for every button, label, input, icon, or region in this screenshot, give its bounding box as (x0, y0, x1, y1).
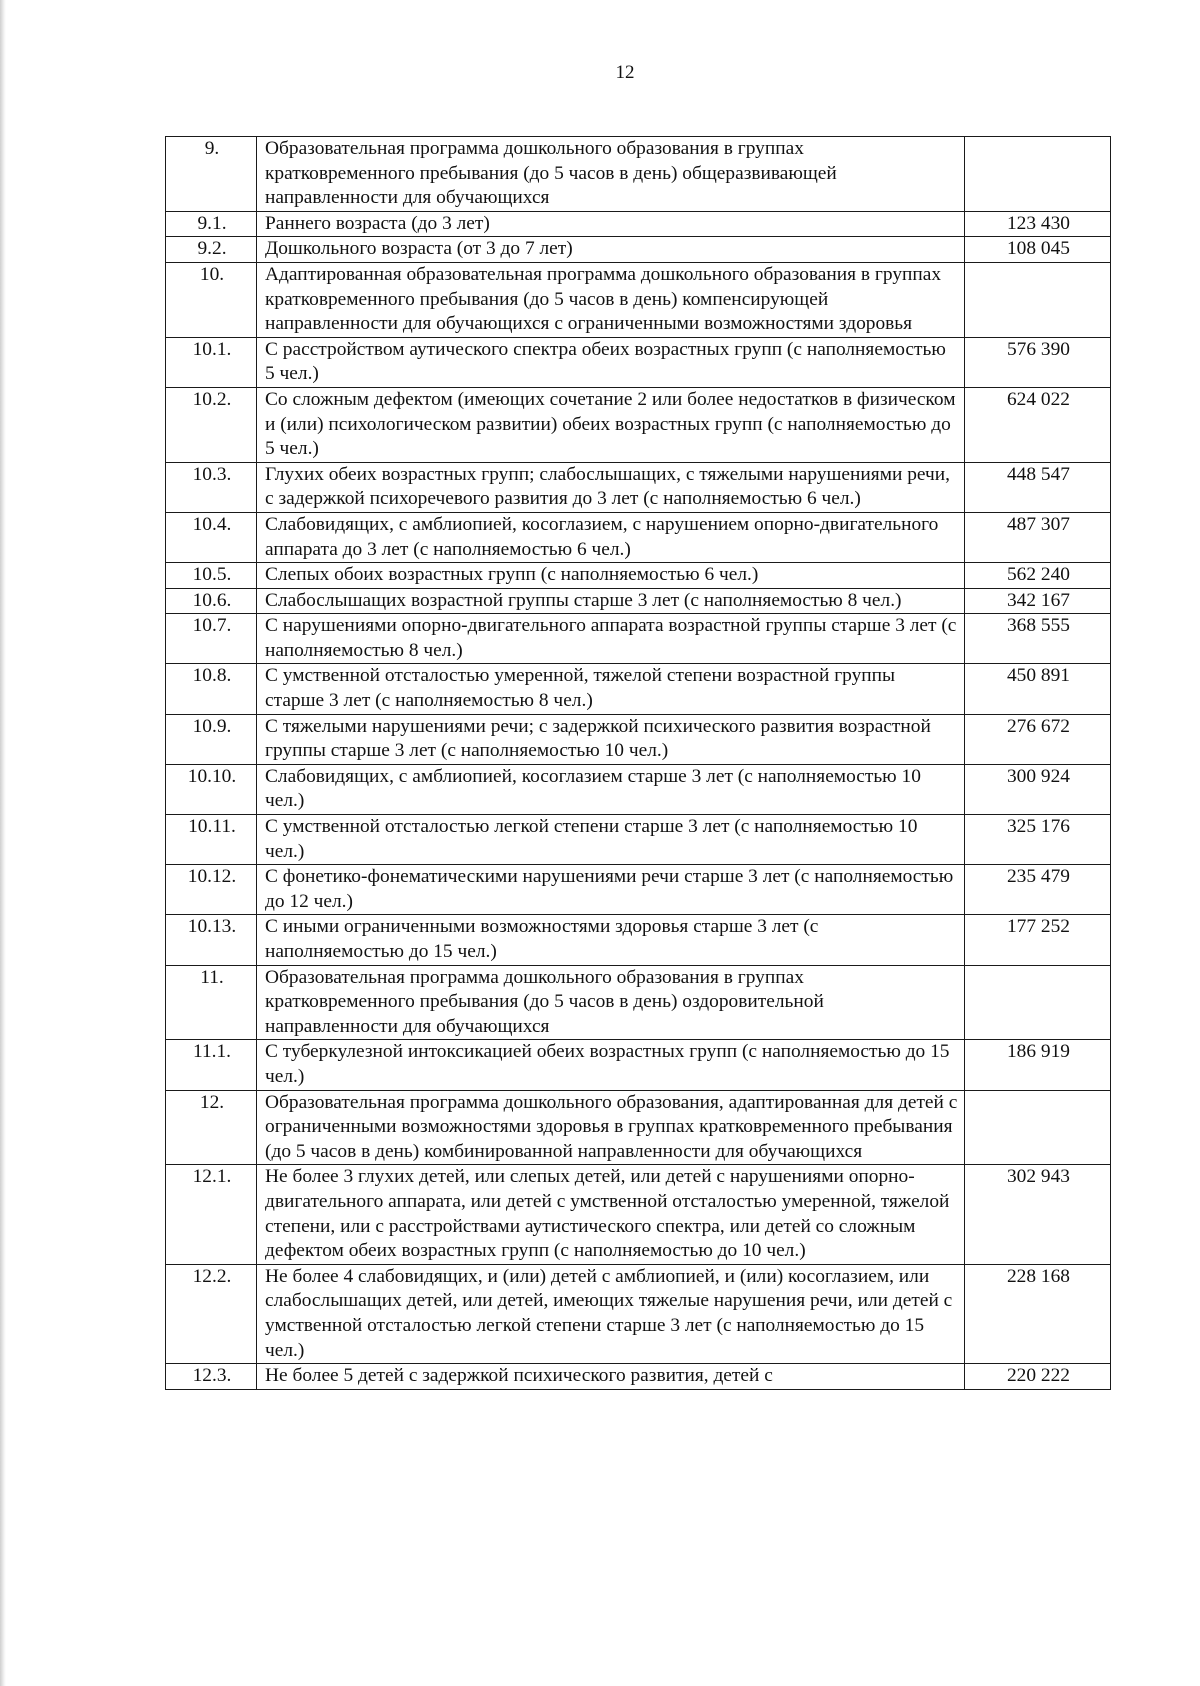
row-number: 10.12. (166, 865, 257, 915)
table-row (166, 237, 1111, 263)
tariff-table-body (166, 137, 1111, 1390)
table-row (166, 1040, 1111, 1090)
row-description: Со сложным дефектом (имеющих сочетание 2 или более недостатков в физическом и (или) психологическом развитии) обеих возрастных групп (с наполняемостью до 5 чел.) (257, 387, 965, 462)
row-value: 220 222 (965, 1364, 1111, 1390)
row-value: 228 168 (965, 1264, 1111, 1363)
row-number: 11.1. (166, 1040, 257, 1090)
table-row (166, 588, 1111, 614)
row-description: Не более 4 слабовидящих, и (или) детей с амблиопией, и (или) косоглазием, или слабослышащих детей, или детей, имеющих тяжелые нарушения речи, или детей с умственной отсталостью легкой степени старше 3 лет (с наполняемостью до 15 чел.) (257, 1264, 965, 1363)
row-description: С тяжелыми нарушениями речи; с задержкой психического развития возрастной группы старше 3 лет (с наполняемостью 10 чел.) (257, 714, 965, 764)
row-description: Слабослышащих возрастной группы старше 3 лет (с наполняемостью 8 чел.) (257, 588, 965, 614)
row-description: Не более 3 глухих детей, или слепых детей, или детей с нарушениями опорно-двигательного аппарата, или детей с умственной отсталостью умеренной, тяжелой степени, или с расстройствами аутистического спектра, или детей со сложным дефектом обеих возрастных групп (с наполняемостью до 10 чел.) (257, 1165, 965, 1264)
row-number: 9.1. (166, 211, 257, 237)
table-row (166, 965, 1111, 1040)
table-row (166, 664, 1111, 714)
row-description: С умственной отсталостью умеренной, тяжелой степени возрастной группы старше 3 лет (с наполняемостью 8 чел.) (257, 664, 965, 714)
row-description: Не более 5 детей с задержкой психического развития, детей с (257, 1364, 965, 1390)
table-row (166, 1264, 1111, 1363)
table-row (166, 387, 1111, 462)
row-description: Образовательная программа дошкольного образования в группах кратковременного пребывания (до 5 часов в день) общеразвивающей направленности для обучающихся (257, 137, 965, 212)
row-number: 10.11. (166, 815, 257, 865)
row-number: 10.9. (166, 714, 257, 764)
table-row (166, 815, 1111, 865)
row-description: С нарушениями опорно-двигательного аппарата возрастной группы старше 3 лет (с наполняемостью 8 чел.) (257, 614, 965, 664)
row-value: 562 240 (965, 563, 1111, 589)
row-value: 123 430 (965, 211, 1111, 237)
table-row (166, 462, 1111, 512)
row-value: 235 479 (965, 865, 1111, 915)
row-description: С иными ограниченными возможностями здоровья старше 3 лет (с наполняемостью до 15 чел.) (257, 915, 965, 965)
row-description: С умственной отсталостью легкой степени старше 3 лет (с наполняемостью 10 чел.) (257, 815, 965, 865)
row-value: 368 555 (965, 614, 1111, 664)
row-number: 12.2. (166, 1264, 257, 1363)
row-value (965, 262, 1111, 337)
table-row (166, 563, 1111, 589)
row-description: Образовательная программа дошкольного образования, адаптированная для детей с ограниченными возможностями здоровья в группах кратковременного пребывания (до 5 часов в день) комбинированной направленности для обучающихся (257, 1090, 965, 1165)
row-value: 576 390 (965, 337, 1111, 387)
table-row (166, 262, 1111, 337)
row-number: 9.2. (166, 237, 257, 263)
table-row (166, 714, 1111, 764)
row-number: 11. (166, 965, 257, 1040)
row-number: 12. (166, 1090, 257, 1165)
row-number: 10.5. (166, 563, 257, 589)
row-number: 10.7. (166, 614, 257, 664)
row-description: С фонетико-фонематическими нарушениями речи старше 3 лет (с наполняемостью до 12 чел.) (257, 865, 965, 915)
table-row (166, 137, 1111, 212)
row-description: С расстройством аутического спектра обеих возрастных групп (с наполняемостью 5 чел.) (257, 337, 965, 387)
row-number: 10.8. (166, 664, 257, 714)
row-number: 10.13. (166, 915, 257, 965)
row-number: 12.3. (166, 1364, 257, 1390)
table-row (166, 1090, 1111, 1165)
row-value: 300 924 (965, 764, 1111, 814)
row-description: Дошкольного возраста (от 3 до 7 лет) (257, 237, 965, 263)
row-number: 10. (166, 262, 257, 337)
table-row (166, 512, 1111, 562)
row-number: 10.6. (166, 588, 257, 614)
row-number: 12.1. (166, 1165, 257, 1264)
row-value (965, 965, 1111, 1040)
row-description: Слепых обоих возрастных групп (с наполняемостью 6 чел.) (257, 563, 965, 589)
row-description: Глухих обеих возрастных групп; слабослышащих, с тяжелыми нарушениями речи, с задержкой психоречевого развития до 3 лет (с наполняемостью 6 чел.) (257, 462, 965, 512)
row-value: 302 943 (965, 1165, 1111, 1264)
row-value: 325 176 (965, 815, 1111, 865)
row-number: 9. (166, 137, 257, 212)
row-description: Слабовидящих, с амблиопией, косоглазием старше 3 лет (с наполняемостью 10 чел.) (257, 764, 965, 814)
table-row (166, 1364, 1111, 1390)
table-row (166, 337, 1111, 387)
row-description: С туберкулезной интоксикацией обеих возрастных групп (с наполняемостью до 15 чел.) (257, 1040, 965, 1090)
page-number: 12 (615, 62, 635, 83)
row-value: 342 167 (965, 588, 1111, 614)
table-row (166, 764, 1111, 814)
table-row (166, 1165, 1111, 1264)
row-value: 624 022 (965, 387, 1111, 462)
row-value (965, 1090, 1111, 1165)
table-row (166, 614, 1111, 664)
row-value: 487 307 (965, 512, 1111, 562)
row-number: 10.4. (166, 512, 257, 562)
row-value (965, 137, 1111, 212)
table-row (166, 865, 1111, 915)
row-number: 10.2. (166, 387, 257, 462)
row-number: 10.1. (166, 337, 257, 387)
row-number: 10.3. (166, 462, 257, 512)
table-row (166, 915, 1111, 965)
row-value: 108 045 (965, 237, 1111, 263)
row-description: Адаптированная образовательная программа дошкольного образования в группах кратковременного пребывания (до 5 часов в день) компенсирующей направленности для обучающихся с ограниченными возможностями здоровья (257, 262, 965, 337)
table-row (166, 211, 1111, 237)
row-value: 450 891 (965, 664, 1111, 714)
row-value: 276 672 (965, 714, 1111, 764)
row-value: 186 919 (965, 1040, 1111, 1090)
row-number: 10.10. (166, 764, 257, 814)
row-description: Раннего возраста (до 3 лет) (257, 211, 965, 237)
scan-edge (0, 0, 6, 1686)
row-value: 177 252 (965, 915, 1111, 965)
tariff-table (165, 136, 1111, 1390)
row-value: 448 547 (965, 462, 1111, 512)
row-description: Слабовидящих, с амблиопией, косоглазием, с нарушением опорно-двигательного аппарата до 3 лет (с наполняемостью 6 чел.) (257, 512, 965, 562)
row-description: Образовательная программа дошкольного образования в группах кратковременного пребывания (до 5 часов в день) оздоровительной направленности для обучающихся (257, 965, 965, 1040)
